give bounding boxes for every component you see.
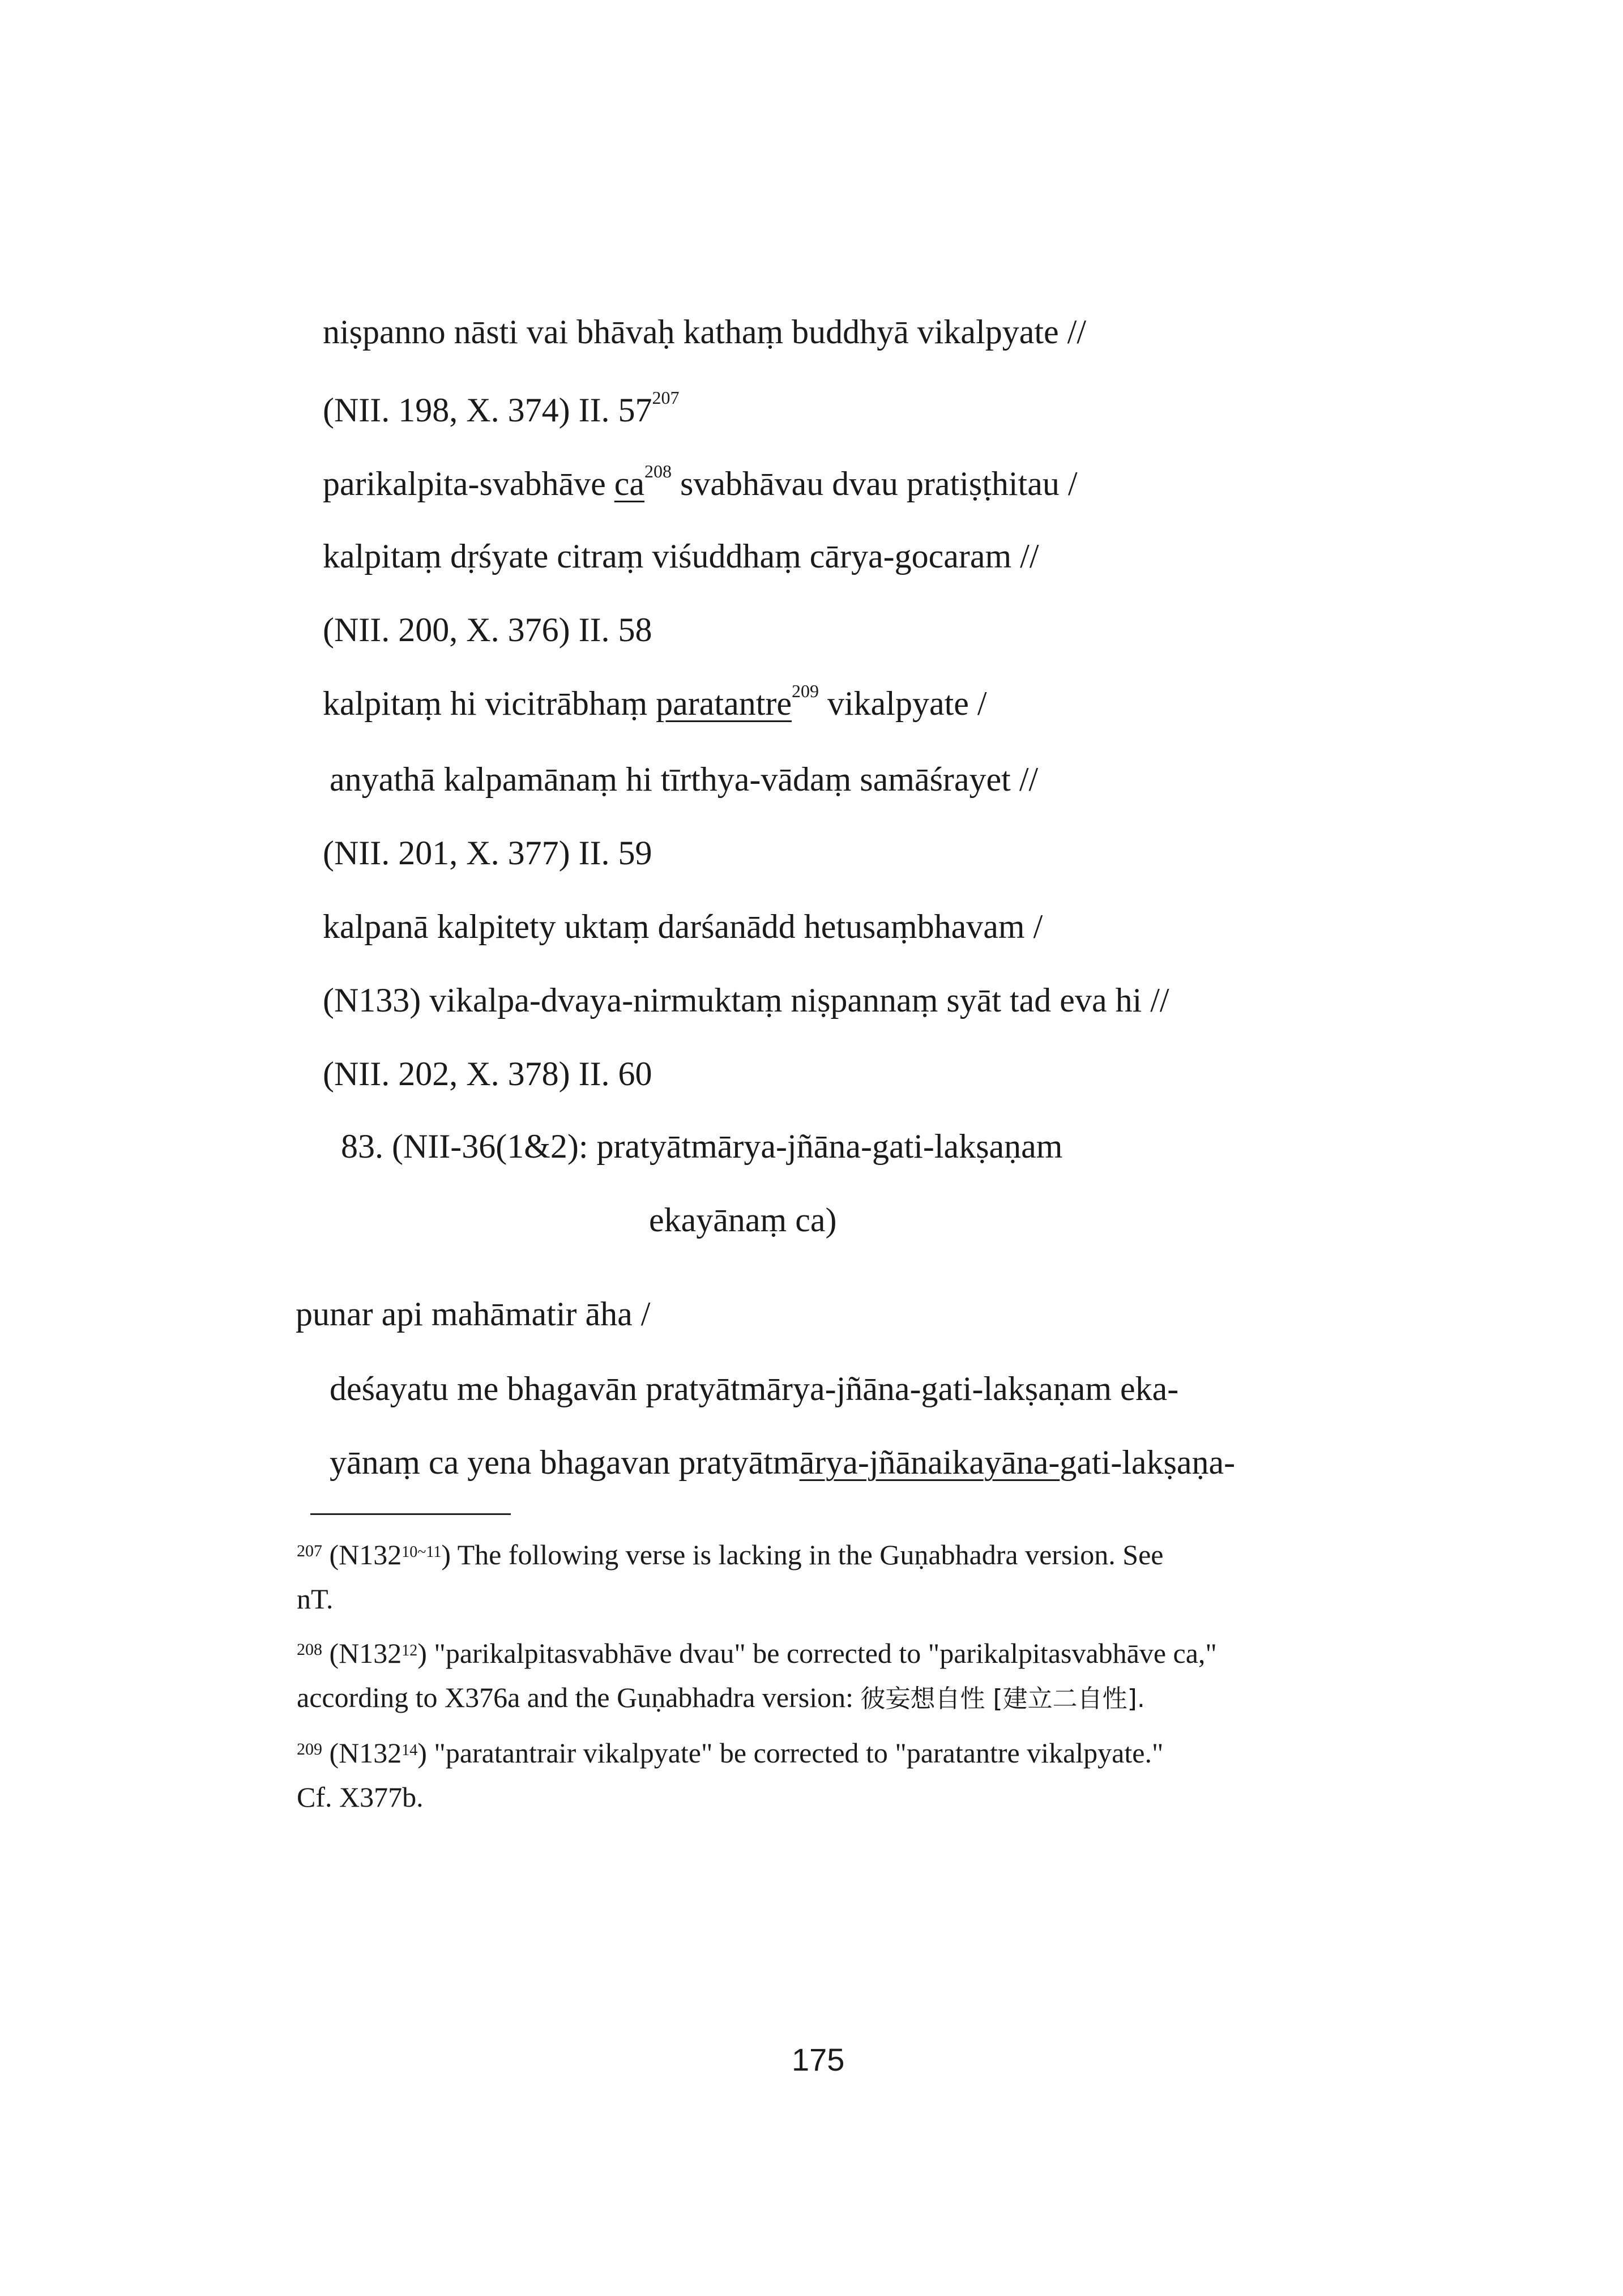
footnote-ref-208: 208 bbox=[644, 461, 672, 481]
prose-line-1: punar api mahāmatir āha / bbox=[296, 1295, 651, 1333]
verse-line-1: niṣpanno nāsti vai bhāvaḥ kathaṃ buddhyā vikalpyate // bbox=[323, 313, 1087, 351]
verse-ref-59: (NII. 201, X. 377) II. 59 bbox=[323, 834, 652, 872]
verse-ref-60: (NII. 202, X. 378) II. 60 bbox=[323, 1055, 652, 1092]
footnote-207: $^{207}$ $(N132^{10\sim 11})$ The following verse is lacking in the Guṇabhadra version. See nT. bbox=[297, 1539, 1164, 1615]
section-heading-83-cont: ekayānaṃ ca) bbox=[649, 1201, 837, 1239]
footnote-ref-207: 207 bbox=[652, 387, 680, 408]
footnote-divider bbox=[310, 1513, 511, 1515]
verse-ref-57: (NII. 198, X. 374) II. $57^{207}$ bbox=[323, 387, 680, 429]
prose-line-3: yānaṃ ca yena bhagavan pratyātmārya-jñānaikayāna-gati-lakṣaṇa- bbox=[330, 1444, 1236, 1481]
verse-line-3: kalpitaṃ dṛśyate citraṃ viśuddhaṃ cārya-gocaram // bbox=[323, 537, 1039, 575]
verse-line-7: (N133) vikalpa-dvaya-nirmuktaṃ niṣpannaṃ syāt tad eva hi // bbox=[323, 981, 1169, 1019]
prose-line-2: deśayatu me bhagavān pratyātmārya-jñāna-gati-lakṣaṇam eka- bbox=[330, 1370, 1179, 1407]
section-heading-83: 83. (NII-36(1&2): pratyātmārya-jñāna-gati-lakṣaṇam bbox=[341, 1128, 1063, 1165]
verse-line-2: parikalpita-svabhāve $ca^{208}$ svabhāvau dvau pratiṣṭhitau / bbox=[323, 461, 1078, 502]
footnote-209: $^{209}$ $(N132^{14})$ "paratantrair vikalpyate" be corrected to "paratantre vikalpyate." Cf. X377b. bbox=[297, 1737, 1164, 1813]
verse-ref-58: (NII. 200, X. 376) II. 58 bbox=[323, 611, 652, 648]
verse-line-5: anyathā kalpamānaṃ hi tīrthya-vādaṃ samāśrayet // bbox=[330, 761, 1039, 798]
page-number: 175 bbox=[792, 2042, 845, 2077]
footnote-ref-209: 209 bbox=[792, 681, 819, 701]
verse-line-6: kalpanā kalpitety uktaṃ darśanādd hetusaṃbhavam / bbox=[323, 908, 1043, 945]
footnote-208: $^{208}$ $(N132^{12})$ "parikalpitasvabhāve dvau" be corrected to "parikalpitasvabhāve ca," according to X376a and the Guṇabhadra version: 彼妄想自性 [建立二自性]. bbox=[297, 1637, 1217, 1713]
verse-line-4: kalpitaṃ hi vicitrābhaṃ paratantre$^{209}$ vikalpyate / bbox=[323, 681, 987, 722]
